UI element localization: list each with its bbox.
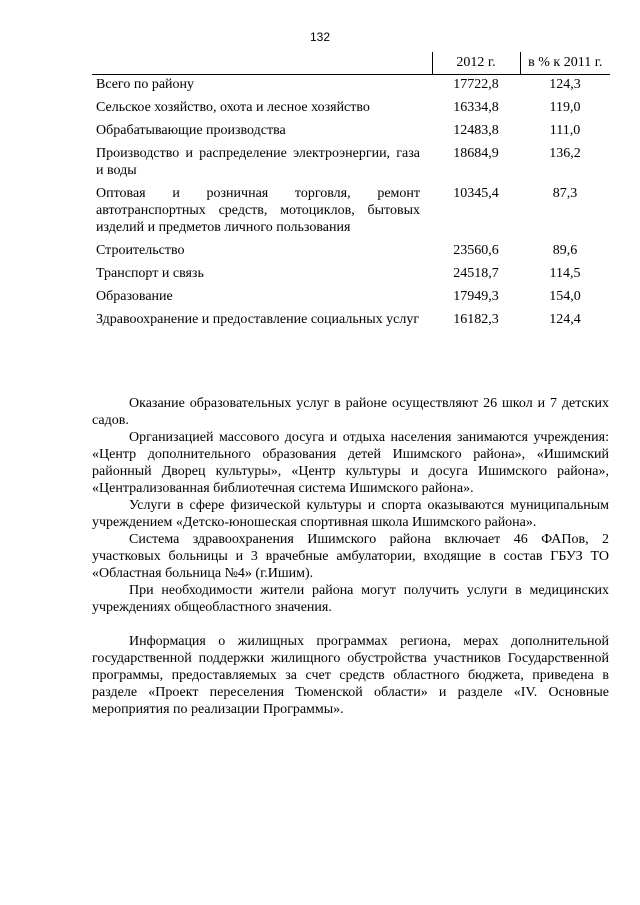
paragraph-sports: Услуги в сфере физической культуры и спорта оказываются муниципальным учреждением «Детско-юношеская спортивная школа Ишимского района». [92, 498, 609, 530]
row-label: Сельское хозяйство, охота и лесное хозяйство [96, 100, 370, 115]
row-percent: 124,4 [549, 312, 581, 327]
row-percent: 87,3 [552, 186, 578, 201]
row-value-2012: 17722,8 [453, 77, 499, 92]
table-row [92, 75, 610, 97]
paragraph-healthcare: Система здравоохранения Ишимского района включает 46 ФАПов, 2 участковых больницы и 3 врачебные амбулатории, входящие в состав ГБУЗ ТО «Областная больница №4» (г.Ишим). [92, 532, 609, 581]
header-label [92, 52, 432, 75]
body-text [92, 395, 609, 718]
row-label: Транспорт и связь [96, 266, 204, 281]
table-row [92, 285, 610, 308]
row-value-2012: 18684,9 [453, 146, 499, 161]
row-percent: 124,3 [549, 77, 581, 92]
row-value-2012: 16182,3 [453, 312, 499, 327]
header-2012: 2012 г. [432, 52, 520, 75]
table-row [92, 142, 610, 182]
table-row [92, 308, 610, 331]
row-value-2012: 12483,8 [453, 123, 499, 138]
row-value-2012: 16334,8 [453, 100, 499, 115]
row-percent: 111,0 [549, 123, 581, 138]
data-table [92, 52, 610, 331]
header-percent: в % к 2011 г. [520, 52, 610, 75]
paragraph-leisure: Организацией массового досуга и отдыха населения занимаются учреждения: «Центр дополнительного образования детей Ишимского района», «Ишимский районный Дворец культуры», «Центр культуры и досуга Ишимского района», «Централизованная библиотечная система Ишимского района». [92, 430, 609, 496]
row-percent: 114,5 [549, 266, 581, 281]
row-percent: 154,0 [549, 289, 581, 304]
row-label: Обрабатывающие производства [96, 123, 286, 138]
table-row [92, 96, 610, 119]
row-label: Строительство [96, 243, 185, 258]
row-percent: 89,6 [552, 243, 578, 258]
row-label: Всего по району [96, 77, 195, 92]
row-label: Образование [96, 289, 173, 304]
paragraph-medical-services: При необходимости жители района могут получить услуги в медицинских учреждениях общеобластного значения. [92, 583, 609, 615]
row-percent: 119,0 [549, 100, 581, 115]
row-value-2012: 23560,6 [453, 243, 499, 258]
table-header-row [92, 52, 610, 75]
row-label: Здравоохранение и предоставление социальных услуг [96, 312, 420, 327]
row-value-2012: 10345,4 [453, 186, 499, 201]
table-row [92, 119, 610, 142]
table-row [92, 239, 610, 262]
row-value-2012: 24518,7 [453, 266, 499, 281]
table-row [92, 182, 610, 239]
row-label: Производство и распределение электроэнергии, газа и воды [96, 146, 420, 178]
paragraph-housing-programs: Информация о жилищных программах региона, мерах дополнительной государственной поддержки жилищного обустройства участников Государственной программы, предоставляемых за счет средств областного бюджета, приведена в разделе «Проект переселения Тюменской области» и разделе «IV. Основные мероприятия по реализации Программы». [92, 634, 609, 717]
row-percent: 136,2 [549, 146, 581, 161]
table-row [92, 262, 610, 285]
row-value-2012: 17949,3 [453, 289, 499, 304]
row-label: Оптовая и розничная торговля, ремонт автотранспортных средств, мотоциклов, бытовых изделий и предметов личного пользования [96, 186, 420, 235]
page-number: 132 [309, 30, 331, 44]
paragraph-schools: Оказание образовательных услуг в районе осуществляют 26 школ и 7 детских садов. [92, 396, 609, 428]
